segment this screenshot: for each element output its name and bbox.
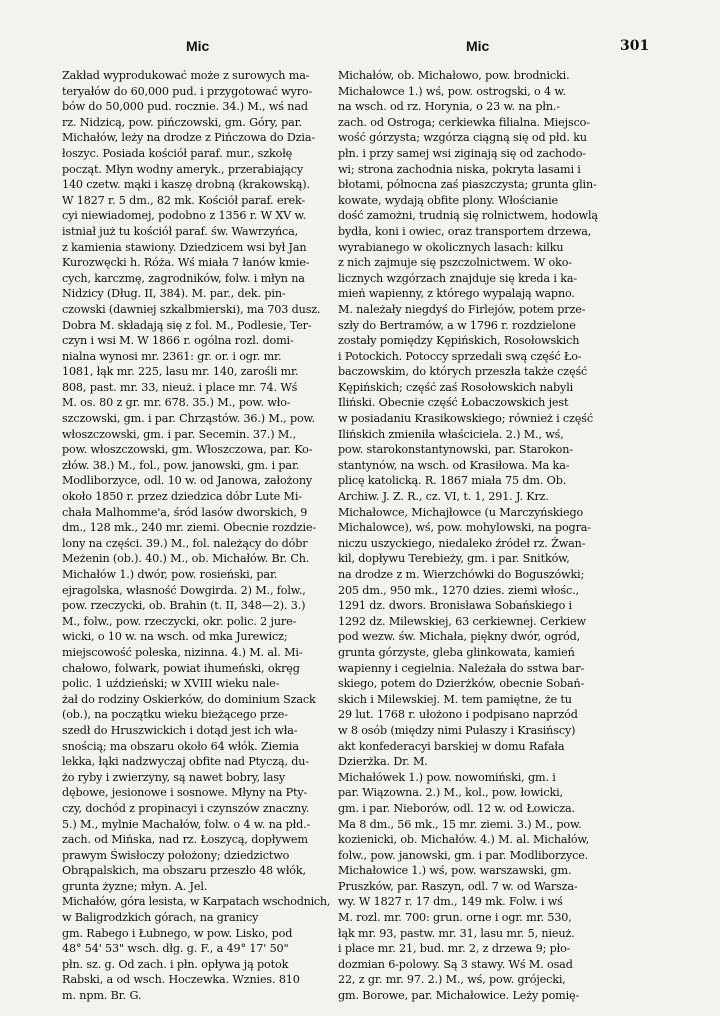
text-line: lekka, łąki nadzwyczaj obfite nad Ptyczą, du- [62, 755, 309, 769]
text-line: włoszczowski, gm. i par. Secemin. 37.) M., [62, 427, 296, 441]
text-line: w 8 osób (między nimi Pułaszy i Krasińscy) [338, 723, 576, 737]
text-line: Dzierżka. Dr. M. [338, 755, 428, 769]
text-line: Ma 8 dm., 56 mk., 15 mr. ziemi. 3.) M., pow. [338, 817, 582, 831]
text-line: na wsch. od rz. Horynia, o 23 w. na płn.- [338, 100, 560, 114]
text-line: Michałów, góra lesista, w Karpatach wschodnich, [62, 895, 331, 909]
text-line: wość górzysta; wzgórza ciągną się od płd. ku [338, 131, 587, 145]
text-line: baczowskim, do których przeszła także część [338, 365, 588, 379]
text-line: Michałów, leży na drodze z Pińczowa do Dzia- [62, 131, 315, 145]
text-line: miejscowość poleska, nizinna. 4.) M. al. Mi- [62, 645, 303, 659]
text-line: pow. włoszczowski, gm. Włoszczowa, par. Ko- [62, 443, 313, 457]
text-line: żał do rodziny Oskierków, do dominium Szack [62, 692, 316, 706]
right-column [338, 68, 608, 1004]
text-line: Michałowce 1.) wś, pow. ostrogski, o 4 w. [338, 84, 566, 98]
text-line: 808, past. mr. 33, nieuż. i place mr. 74. Wś [62, 380, 298, 394]
text-line: wy. W 1827 r. 17 dm., 149 mk. Folw. i wś [338, 895, 563, 909]
text-line: dozmian 6-polowy. Są 3 stawy. Wś M. osad [338, 957, 573, 971]
running-head-right: Mic [466, 38, 490, 54]
text-line: m. npm. Br. G. [62, 989, 142, 1003]
text-line: 48° 54' 53" wsch. dłg. g. F., a 49° 17' 50" [62, 942, 289, 956]
text-line: kowate, wydają obfite plony. Włościanie [338, 193, 558, 207]
text-line: Michalowce), wś, pow. mohylowski, na pogra- [338, 521, 591, 535]
text-line: polic. 1 uździeński; w XVIII wieku nale- [62, 677, 280, 691]
text-line: i place mr. 21, bud. mr. 2, z drzewa 9; pło- [338, 942, 571, 956]
text-line: płn. sz. g. Od zach. i płn. opływa ją potok [62, 957, 289, 971]
text-line: Iliński. Obecnie część Łobaczowskich jest [338, 396, 569, 410]
text-line: stantynów, na wsch. od Krasiłowa. Ma ka- [338, 458, 570, 472]
text-line: grunta żyzne; młyn. A. Jel. [62, 879, 208, 893]
text-line: dębowe, jesionowe i sosnowe. Młyny na Pty- [62, 786, 308, 800]
text-line: Kurozwęcki h. Róża. Wś miała 7 łanów kmie- [62, 256, 310, 270]
text-line: w Baligrodzkich górach, na granicy [62, 911, 259, 925]
text-line: żo ryby i zwierzyny, są nawet bobry, lasy [62, 770, 286, 784]
text-line: Rabski, a od wsch. Hoczewka. Wznies. 810 [62, 973, 300, 987]
text-line: Dobra M. składają się z fol. M., Podlesie, Ter- [62, 318, 312, 332]
text-line: niczu uszyckiego, niedaleko źródeł rz. Żwan- [338, 536, 586, 550]
text-line: wyrabianego w okolicznych lasach: kilku [338, 240, 564, 254]
text-line: począt. Młyn wodny ameryk., przerabiający [62, 162, 304, 176]
text-line: płn. i przy samej wsi ziginają się od zachodo- [338, 146, 586, 160]
text-line: z kamienia stawiony. Dziedzicem wsi był Jan [62, 240, 307, 254]
text-line: chałowo, folwark, powiat ihumeński, okręg [62, 661, 300, 675]
text-line: Zakład wyprodukować może z surowych ma- [62, 69, 310, 82]
text-line: teryałów do 60,000 pud. i przygotować wyro- [62, 84, 313, 98]
text-line: czyn i wsi M. W 1866 r. ogólna rozl. domi- [62, 334, 294, 348]
text-line: skiego, potem do Dzierżków, obecnie Sobań- [338, 677, 585, 691]
text-line: zach. od Mińska, nad rz. Łoszycą, dopływem [62, 833, 308, 847]
text-line: ejragolska, własność Dowgirda. 2) M., folw., [62, 583, 306, 597]
text-line: lony na części. 39.) M., fol. należący do dóbr [62, 536, 308, 550]
text-line: wi; strona zachodnia niska, pokryta lasami i [338, 162, 581, 176]
text-line: 140 czetw. mąki i kaszę drobną (krakowską). [62, 178, 310, 192]
page-number: 301 [620, 38, 650, 54]
text-line: pow. starokonstantynowski, par. Starokon- [338, 443, 573, 457]
text-line: Pruszków, par. Raszyn, odl. 7 w. od Warsza- [338, 879, 578, 893]
text-line: 1291 dz. dwors. Bronisława Sobańskiego i [338, 599, 572, 613]
text-line: Obrąpalskich, ma obszaru przeszło 48 włók, [62, 864, 306, 878]
text-line: M. należały niegdyś do Firlejów, potem prze- [338, 302, 586, 316]
text-line: M., folw., pow. rzeczycki, okr. polic. 2 jure- [62, 614, 297, 628]
text-line: z nich zajmuje się pszczolnictwem. W oko- [338, 256, 572, 270]
text-line: około 1850 r. przez dziedzica dóbr Lute Mi- [62, 490, 302, 504]
text-line: par. Wiązowna. 2.) M., kol., pow. łowicki, [338, 786, 563, 800]
text-line: 205 dm., 950 mk., 1270 dzies. ziemi włośc., [338, 583, 579, 597]
text-line: kil, dopływu Terebieży, gm. i par. Snitków, [338, 552, 570, 566]
text-line: snością; ma obszaru około 64 włók. Ziemia [62, 739, 299, 753]
text-line: wicki, o 10 w. na wsch. od mka Jurewicz; [62, 630, 288, 644]
text-line: na drodze z m. Wierzchówki do Boguszówki; [338, 568, 585, 581]
text-line: pod wezw. św. Michała, piękny dwór, ogród, [338, 630, 581, 644]
text-line: szczowski, gm. i par. Chrząstów. 36.) M., pow. [62, 412, 316, 426]
text-line: 1081, łąk mr. 225, lasu mr. 140, zarośli mr. [62, 365, 299, 379]
text-line: Nidzicy (Dług. II, 384). M. par., dek. pin- [62, 287, 286, 301]
text-line: gm. Rabego i Łubnego, w pow. Lisko, pod [62, 926, 293, 940]
text-line: zostały pomiędzy Kępińskich, Rosołowskich [338, 334, 580, 348]
text-line: czy, dochód z propinacyi i czynszów znaczny. [62, 801, 310, 815]
text-line: 5.) M., mylnie Machałów, folw. o 4 w. na płd.- [62, 817, 311, 831]
text-line: dość zamożni, trudnią się rolnictwem, hodowlą [338, 209, 598, 223]
text-line: nialna wynosi mr. 2361: gr. or. i ogr. mr. [62, 349, 282, 363]
text-line: bów do 50,000 pud. rocznie. 34.) M., wś nad [62, 100, 308, 114]
text-line: wapienny i cegielnia. Należała do sstwa bar- [338, 661, 585, 675]
text-line: 1292 dz. Milewskiej, 63 cerkiewnej. Cerkiew [338, 614, 586, 628]
text-line: złów. 38.) M., fol., pow. janowski, gm. i par. [62, 458, 300, 472]
text-line: skich i Milewskiej. M. tem pamiętne, że tu [338, 692, 572, 706]
text-line: cyi niewiadomej, podobno z 1356 r. W XV w. [62, 209, 306, 223]
text-line: kozienicki, ob. Michałów. 4.) M. al. Michałów, [338, 833, 589, 847]
text-line: folw., pow. janowski, gm. i par. Modliborzyce. [338, 848, 589, 862]
text-line: Meżenin (ob.). 40.) M., ob. Michałów. Br. Ch. [62, 552, 310, 566]
left-column [62, 68, 332, 1004]
text-line: 29 lut. 1768 r. ułożono i podpisano naprzód [338, 708, 578, 722]
text-line: Archiw. J. Z. R., cz. VI, t. 1, 291. J. Krz. [338, 490, 549, 504]
text-line: szły do Bertramów, a w 1796 r. rozdzielone [338, 318, 576, 332]
page-header [0, 38, 720, 58]
text-line: Michałówek 1.) pow. nowomiński, gm. i [338, 770, 556, 784]
text-line: licznych wzgórzach znajduje się kreda i ka- [338, 271, 577, 285]
text-line: szedł do Hruszwickich i dotąd jest ich wła- [62, 723, 298, 737]
text-line: 22, z gr. mr. 97. 2.) M., wś, pow. grójecki, [338, 973, 566, 987]
text-line: Michałowice 1.) wś, pow. warszawski, gm. [338, 864, 572, 878]
text-line: M. rozl. mr. 700: grun. orne i ogr. mr. 530, [338, 911, 572, 925]
text-line: akt konfederacyi barskiej w domu Rafała [338, 739, 565, 753]
text-line: czowski (dawniej szkalbmierski), ma 703 dusz. [62, 302, 321, 316]
text-line: rz. Nidzicą, pow. pińczowski, gm. Góry, par. [62, 115, 303, 129]
text-line: błotami, północna zaś piaszczysta; grunta glin- [338, 178, 597, 192]
text-line: pow. rzeczycki, ob. Brahin (t. II, 348—2). 3.) [62, 599, 306, 613]
text-line: łoszyc. Posiada kościół paraf. mur., szkołę [62, 146, 293, 160]
running-head-left: Mic [186, 38, 210, 54]
text-line: prawym Świsłoczy położony; dziedzictwo [62, 848, 290, 862]
text-line: istniał już tu kościół paraf. św. Wawrzyńca, [62, 224, 299, 238]
text-line: plicę katolicką. R. 1867 miała 75 dm. Ob. [338, 474, 567, 488]
text-line: i Potockich. Potoccy sprzedali swą część Ło- [338, 349, 582, 363]
text-line: Michałów 1.) dwór, pow. rosieński, par. [62, 568, 278, 581]
text-line: Modliborzyce, odl. 10 w. od Janowa, założony [62, 474, 313, 488]
text-line: W 1827 r. 5 dm., 82 mk. Kościół paraf. erek- [62, 193, 306, 207]
text-line: (ob.), na początku wieku bieżącego prze- [62, 708, 288, 722]
text-line: gm. i par. Nieborów, odl. 12 w. od Łowicza. [338, 801, 575, 815]
text-line: łąk mr. 93, pastw. mr. 31, lasu mr. 5, nieuż. [338, 926, 575, 940]
text-line: w posiadaniu Krasikowskiego; również i część [338, 412, 593, 426]
text-line: M. os. 80 z gr. mr. 678. 35.) M., pow. wło- [62, 396, 291, 410]
text-line: grunta górzyste, gleba glinkowata, kamień [338, 645, 575, 659]
text-line: zach. od Ostroga; cerkiewka filialna. Miejsco- [338, 115, 590, 129]
text-line: chała Malhomme'a, śród lasów dworskich, 9 [62, 505, 308, 519]
text-line: Michałowce, Michajłowce (u Marczyńskiego [338, 505, 584, 519]
text-line: gm. Borowe, par. Michałowice. Leży pomię- [338, 989, 580, 1003]
text-line: Ilińskich zmieniła właściciela. 2.) M., wś, [338, 427, 564, 441]
text-line: Kępińskich; część zaś Rosołowskich nabyli [338, 380, 574, 394]
text-line: bydła, koni i owiec, oraz transportem drzewa, [338, 224, 592, 238]
text-line: Michałów, ob. Michałowo, pow. brodnicki. [338, 69, 570, 82]
text-line: mień wapienny, z którego wypalają wapno. [338, 287, 575, 301]
text-line: cych, karczmę, zagrodników, folw. i młyn na [62, 271, 305, 285]
text-line: dm., 128 mk., 240 mr. ziemi. Obecnie rozdzie- [62, 521, 316, 535]
